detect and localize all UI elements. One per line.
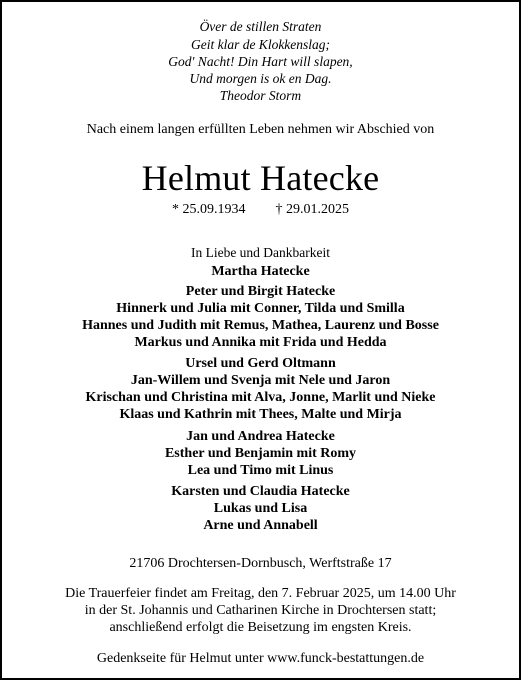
poem-line: Und morgen is ok en Dag.: [189, 71, 332, 86]
mourner-line: Krischan und Christina mit Alva, Jonne, Marlit und Nieke: [85, 390, 436, 405]
mourner-line: Arne und Annabell: [203, 518, 318, 533]
intro-text: Nach einem langen erfüllten Leben nehmen wir Abschied von: [86, 122, 435, 137]
mourner-line: Peter und Birgit Hatecke: [185, 284, 336, 299]
poem-line: Över de stillen Straten: [199, 19, 322, 34]
poem-author: Theodor Storm: [219, 88, 302, 103]
service-line: Die Trauerfeier findet am Freitag, den 7. Februar 2025, um 14.00 Uhr: [65, 586, 456, 601]
mourner-line: Lea und Timo mit Linus: [187, 463, 334, 478]
service-line: in der St. Johannis und Catharinen Kirche in Drochtersen statt;: [84, 603, 437, 618]
birth-date: * 25.09.1934: [172, 202, 246, 217]
deceased-name: Helmut Hatecke: [141, 158, 380, 198]
mourner-line: Martha Hatecke: [211, 264, 310, 279]
poem-line: Geit klar de Klokkenslag;: [190, 37, 331, 52]
poem-line: God' Nacht! Din Hart will slapen,: [168, 54, 353, 69]
mourner-line: Karsten und Claudia Hatecke: [171, 484, 350, 499]
mourner-line: Ursel und Gerd Oltmann: [185, 356, 336, 371]
mourner-line: Esther und Benjamin mit Romy: [164, 446, 357, 461]
life-dates: [0, 203, 521, 217]
service-line: anschließend erfolgt die Beisetzung im engsten Kreis.: [109, 620, 412, 635]
address: 21706 Drochtersen-Dornbusch, Werftstraße 17: [129, 556, 392, 571]
mourner-line: Klaas und Kathrin mit Thees, Malte und Mirja: [119, 407, 402, 422]
mourner-line: Jan-Willem und Svenja mit Nele und Jaron: [130, 373, 391, 388]
mourner-line: Markus und Annika mit Frida und Hedda: [134, 335, 387, 350]
mourner-line: Jan und Andrea Hatecke: [186, 429, 335, 444]
death-date: † 29.01.2025: [275, 202, 349, 217]
mourner-line: Lukas und Lisa: [213, 501, 308, 516]
memorial-page-text: Gedenkseite für Helmut unter www.funck-bestattungen.de: [96, 651, 425, 666]
mourners-heading: In Liebe und Dankbarkeit: [190, 245, 331, 260]
mourner-line: Hannes und Judith mit Remus, Mathea, Laurenz und Bosse: [82, 318, 439, 333]
mourner-line: Hinnerk und Julia mit Conner, Tilda und Smilla: [116, 301, 405, 316]
